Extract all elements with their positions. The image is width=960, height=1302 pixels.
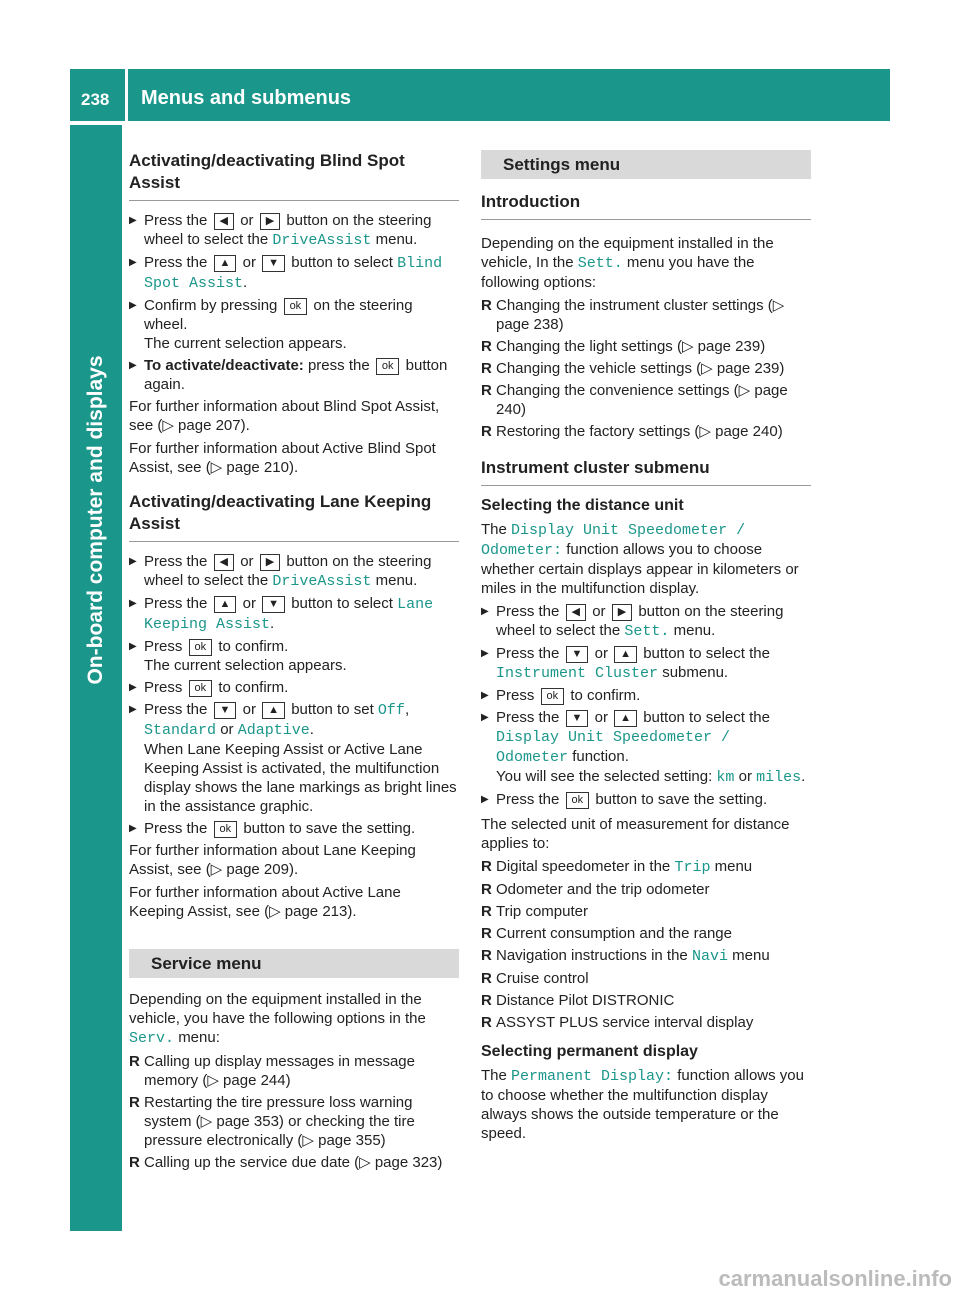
- list-item: R Calling up display messages in message memory (▷ page 244): [129, 1052, 459, 1090]
- up-arrow-key-icon: ▲: [214, 255, 237, 272]
- settings-intro: Depending on the equipment installed in the vehicle, In the Sett. menu you have the following options:: [481, 235, 774, 291]
- down-arrow-key-icon: ▼: [214, 702, 237, 719]
- list-item: R Calling up the service due date (▷ page 323): [129, 1153, 459, 1172]
- list-item: R Changing the vehicle settings (▷ page 239): [481, 359, 811, 378]
- lka-ref-1: For further information about Lane Keeping Assist, see (▷ page 209).: [129, 842, 416, 878]
- watermark: carmanualsonline.info: [718, 1266, 952, 1291]
- left-column: [129, 150, 459, 1175]
- list-item: R Distance Pilot DISTRONIC: [481, 991, 811, 1010]
- bsa-step-4: ▶ To activate/deactivate: press the ok button again.: [129, 356, 459, 394]
- list-item: R Navigation instructions in the Navi menu: [481, 946, 811, 966]
- cluster-step-3: ▶ Press ok to confirm.: [481, 686, 811, 705]
- right-arrow-key-icon: ▶: [612, 604, 632, 621]
- ok-key-icon: ok: [189, 639, 213, 656]
- header-divider: [125, 69, 128, 121]
- down-arrow-key-icon: ▼: [262, 255, 285, 272]
- up-arrow-key-icon: ▲: [614, 710, 637, 727]
- service-menu-heading: Service menu: [129, 949, 459, 978]
- list-item: R Digital speedometer in the Trip menu: [481, 857, 811, 877]
- ok-key-icon: ok: [541, 688, 565, 705]
- bsa-ref-2: For further information about Active Blind Spot Assist, see (▷ page 210).: [129, 440, 436, 476]
- left-arrow-key-icon: ◀: [214, 213, 234, 230]
- ok-key-icon: ok: [566, 792, 590, 809]
- cluster-heading: Instrument cluster submenu: [481, 458, 710, 477]
- cluster-step-5: ▶ Press the ok button to save the setting.: [481, 790, 811, 809]
- list-item: R Trip computer: [481, 902, 811, 921]
- bsa-step-3: ▶ Confirm by pressing ok on the steering wheel. The current selection appears.: [129, 296, 459, 353]
- cluster-step-1: ▶ Press the ◀ or ▶ button on the steering wheel to select the Sett. menu.: [481, 602, 811, 641]
- list-item: R Restoring the factory settings (▷ page 240): [481, 422, 811, 441]
- lka-step-5: ▶ Press the ▼ or ▲ button to set Off, Standard or Adaptive. When Lane Keeping Assist or Active Lane Keeping Assist is activated, the multifunction display shows the lane markings as bright lines in the assistance graphic.: [129, 700, 459, 816]
- cluster-step-4: ▶ Press the ▼ or ▲ button to select the Display Unit Speedometer / Odometer function. You will see the selected setting: km or miles.: [481, 708, 811, 787]
- lka-heading: Activating/deactivating Lane Keeping Assist: [129, 492, 432, 533]
- ok-key-icon: ok: [214, 821, 238, 838]
- lka-step-2: ▶ Press the ▲ or ▼ button to select Lane Keeping Assist.: [129, 594, 459, 634]
- distance-unit-intro: The Display Unit Speedometer / Odometer: function allows you to choose whether certain displays appear in kilometers or miles in the multifunction display.: [481, 521, 799, 597]
- settings-menu-heading: Settings menu: [481, 150, 811, 179]
- right-arrow-key-icon: ▶: [260, 213, 280, 230]
- right-column: [481, 150, 811, 1147]
- up-arrow-key-icon: ▲: [214, 596, 237, 613]
- right-arrow-key-icon: ▶: [260, 554, 280, 571]
- ok-key-icon: ok: [376, 358, 400, 375]
- divider: [481, 485, 811, 486]
- lka-step-4: ▶ Press ok to confirm.: [129, 678, 459, 697]
- introduction-heading: Introduction: [481, 192, 581, 211]
- divider: [129, 200, 459, 201]
- list-item: R Restarting the tire pressure loss warning system (▷ page 353) or checking the tire pressure electronically (▷ page 355): [129, 1093, 459, 1150]
- list-item: R Changing the instrument cluster settings (▷ page 238): [481, 296, 811, 334]
- divider: [129, 541, 459, 542]
- lka-step-1: ▶ Press the ◀ or ▶ button on the steering wheel to select the DriveAssist menu.: [129, 552, 459, 591]
- list-item: R Current consumption and the range: [481, 924, 811, 943]
- permanent-display-text: The Permanent Display: function allows you to choose whether the multifunction display always shows the outside temperature or the speed.: [481, 1067, 804, 1142]
- lka-step-6: ▶ Press the ok button to save the setting.: [129, 819, 459, 838]
- list-item: R Cruise control: [481, 969, 811, 988]
- down-arrow-key-icon: ▼: [566, 710, 589, 727]
- up-arrow-key-icon: ▲: [614, 646, 637, 663]
- left-arrow-key-icon: ◀: [566, 604, 586, 621]
- permanent-display-heading: Selecting permanent display: [481, 1043, 698, 1060]
- up-arrow-key-icon: ▲: [262, 702, 285, 719]
- bsa-heading: Activating/deactivating Blind Spot Assist: [129, 151, 405, 192]
- ok-key-icon: ok: [284, 298, 308, 315]
- service-intro: Depending on the equipment installed in the vehicle, you have the following options in the Serv. menu:: [129, 991, 426, 1047]
- bsa-step-2: ▶ Press the ▲ or ▼ button to select Blind Spot Assist.: [129, 253, 459, 293]
- lka-ref-2: For further information about Active Lane Keeping Assist, see (▷ page 213).: [129, 884, 401, 920]
- page-number: 238: [81, 90, 110, 109]
- list-item: R ASSYST PLUS service interval display: [481, 1013, 811, 1032]
- cluster-step-2: ▶ Press the ▼ or ▲ button to select the Instrument Cluster submenu.: [481, 644, 811, 683]
- bsa-ref-1: For further information about Blind Spot Assist, see (▷ page 207).: [129, 398, 440, 434]
- divider: [481, 219, 811, 220]
- page-title: Menus and submenus: [141, 87, 352, 109]
- left-arrow-key-icon: ◀: [214, 554, 234, 571]
- list-item: R Changing the convenience settings (▷ page 240): [481, 381, 811, 419]
- side-label: On-board computer and displays: [84, 355, 107, 685]
- down-arrow-key-icon: ▼: [262, 596, 285, 613]
- list-item: R Changing the light settings (▷ page 239): [481, 337, 811, 356]
- applies-to: The selected unit of measurement for distance applies to:: [481, 816, 790, 852]
- down-arrow-key-icon: ▼: [566, 646, 589, 663]
- lka-step-3: ▶ Press ok to confirm. The current selection appears.: [129, 637, 459, 675]
- bsa-step-1: ▶ Press the ◀ or ▶ button on the steering wheel to select the DriveAssist menu.: [129, 211, 459, 250]
- distance-unit-heading: Selecting the distance unit: [481, 497, 684, 514]
- ok-key-icon: ok: [189, 680, 213, 697]
- list-item: R Odometer and the trip odometer: [481, 880, 811, 899]
